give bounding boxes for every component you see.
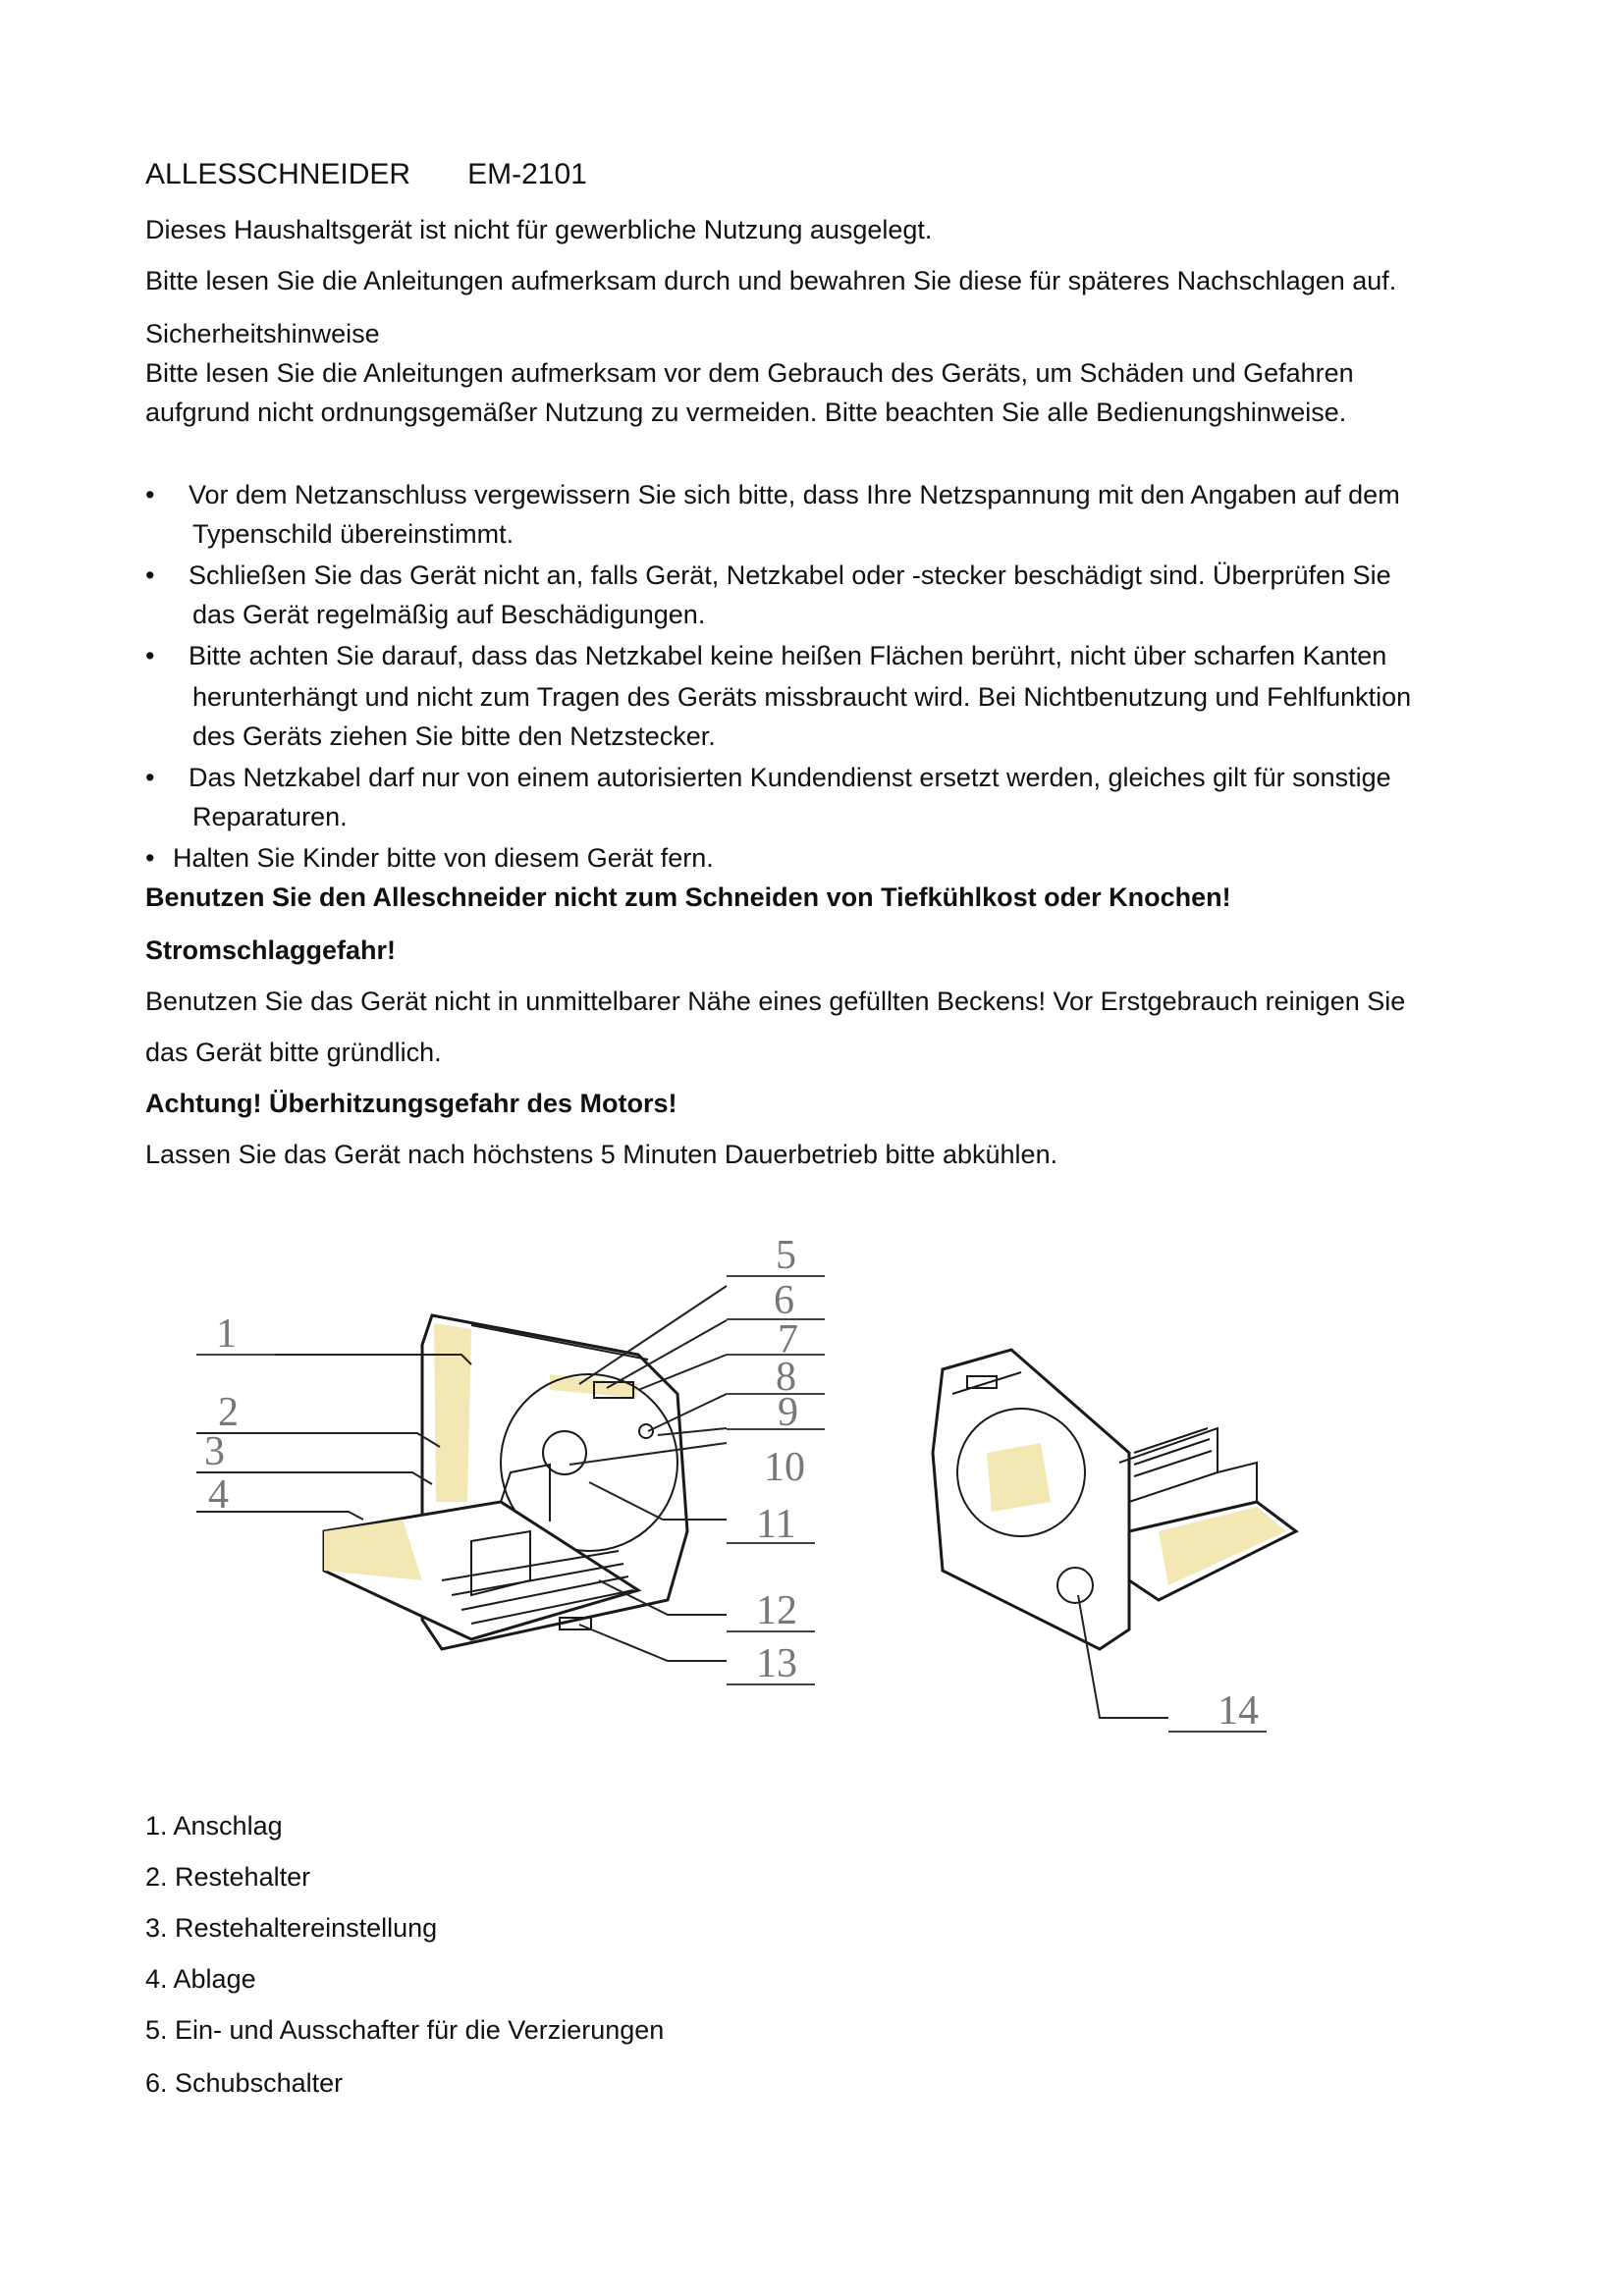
callout-4: 4 <box>208 1472 229 1518</box>
bullet-symbol: • <box>145 843 155 873</box>
bullet-3-line-1: Bitte achten Sie darauf, dass das Netzkabel keine heißen Flächen berührt, nicht über scharfen Kanten <box>189 641 1387 670</box>
callout-2: 2 <box>218 1390 239 1435</box>
callout-8: 8 <box>776 1355 796 1400</box>
bullet-symbol: • <box>145 480 155 509</box>
safety-text-line-1: Bitte lesen Sie die Anleitungen aufmerksam vor dem Gebrauch des Geräts, um Schäden und Gefahren <box>145 358 1354 388</box>
safety-heading: Sicherheitshinweise <box>145 319 380 348</box>
part-item: 6. Schubschalter <box>145 2068 344 2098</box>
intro-line-2: Bitte lesen Sie die Anleitungen aufmerksam durch und bewahren Sie diese für späteres Nachschlagen auf. <box>145 266 1397 295</box>
warning-shock-heading: Stromschlaggefahr! <box>145 935 397 965</box>
bullet-2-line-1: Schließen Sie das Gerät nicht an, falls Gerät, Netzkabel oder -stecker beschädigt sind. Überprüfen Sie <box>189 561 1391 590</box>
warning-shock-line-1: Benutzen Sie das Gerät nicht in unmittelbarer Nähe eines gefüllten Beckens! Vor Erstgebrauch reinigen Sie <box>145 987 1406 1016</box>
warning-overheat-text: Lassen Sie das Gerät nach höchstens 5 Minuten Dauerbetrieb bitte abkühlen. <box>145 1140 1058 1169</box>
part-item: 2. Restehalter <box>145 1862 311 1892</box>
safety-text-line-2: aufgrund nicht ordnungsgemäßer Nutzung zu vermeiden. Bitte beachten Sie alle Bedienungshinweise. <box>145 398 1347 427</box>
callout-10: 10 <box>764 1445 805 1490</box>
intro-line-1: Dieses Haushaltsgerät ist nicht für gewerbliche Nutzung ausgelegt. <box>145 215 933 244</box>
part-item: 1. Anschlag <box>145 1811 283 1841</box>
bullet-3-line-2: herunterhängt und nicht zum Tragen des Geräts missbraucht wird. Bei Nichtbenutzung und Fehlfunktion <box>192 682 1412 712</box>
part-item: 5. Ein- und Ausschafter für die Verzierungen <box>145 2015 665 2045</box>
callout-3: 3 <box>204 1429 225 1474</box>
bullet-1-line-1: Vor dem Netzanschluss vergewissern Sie sich bitte, dass Ihre Netzspannung mit den Angaben auf dem <box>189 480 1400 509</box>
bullet-4-line-1: Das Netzkabel darf nur von einem autorisierten Kundendienst ersetzt werden, gleiches gilt für sonstige <box>189 763 1391 792</box>
bullet-3-line-3: des Geräts ziehen Sie bitte den Netzstecker. <box>192 721 716 751</box>
callout-6: 6 <box>774 1278 794 1323</box>
bullet-symbol: • <box>145 561 155 590</box>
slicer-front-view <box>324 1315 687 1649</box>
bullet-2-line-2: das Gerät regelmäßig auf Beschädigungen. <box>192 600 706 629</box>
callout-7: 7 <box>778 1317 798 1362</box>
warning-frozen: Benutzen Sie den Alleschneider nicht zum Schneiden von Tiefkühlkost oder Knochen! <box>145 882 1231 912</box>
callout-12: 12 <box>756 1588 797 1633</box>
callout-9: 9 <box>778 1390 798 1435</box>
callout-14: 14 <box>1218 1688 1259 1734</box>
slicer-diagram <box>177 1207 1335 1757</box>
part-item: 4. Ablage <box>145 1964 256 1994</box>
callout-13: 13 <box>756 1641 797 1686</box>
bullet-symbol: • <box>145 641 155 670</box>
part-item: 3. Restehaltereinstellung <box>145 1913 438 1943</box>
document-title <box>145 155 587 194</box>
warning-shock-line-2: das Gerät bitte gründlich. <box>145 1038 442 1067</box>
callout-1: 1 <box>216 1311 237 1357</box>
model-number: EM-2101 <box>467 158 587 190</box>
bullet-4-line-2: Reparaturen. <box>192 802 348 831</box>
product-name: ALLESSCHNEIDER <box>145 158 411 190</box>
callout-5: 5 <box>776 1233 796 1278</box>
slicer-rear-view <box>933 1350 1296 1649</box>
bullet-1-line-2: Typenschild übereinstimmt. <box>192 519 514 549</box>
warning-overheat-heading: Achtung! Überhitzungsgefahr des Motors! <box>145 1089 677 1118</box>
bullet-symbol: • <box>145 763 155 792</box>
bullet-5-line-1: Halten Sie Kinder bitte von diesem Gerät fern. <box>173 843 714 873</box>
callout-11: 11 <box>756 1502 796 1547</box>
